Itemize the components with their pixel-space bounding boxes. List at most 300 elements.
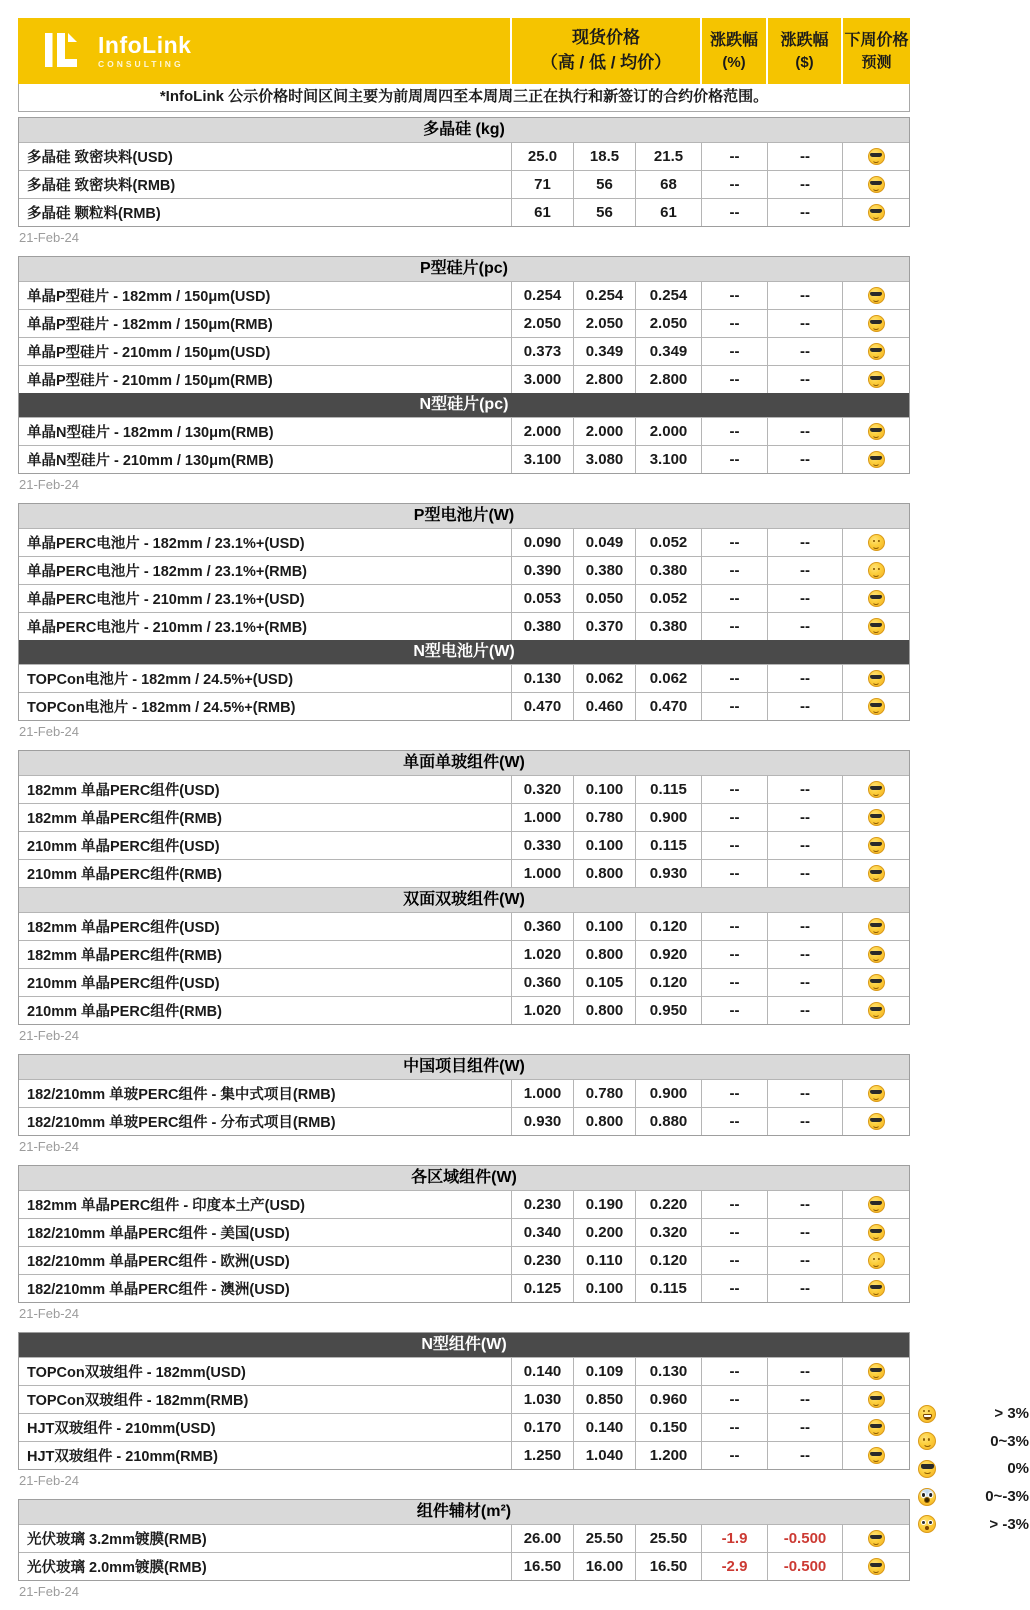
high-price-cell: 16.50	[511, 1553, 573, 1580]
low-price-cell: 0.100	[573, 913, 635, 940]
product-label: HJT双玻组件 - 210mm(USD)	[27, 1421, 216, 1437]
price-row	[19, 528, 909, 556]
sunglasses-face-icon	[868, 1224, 885, 1241]
sunglasses-face-icon	[868, 1419, 885, 1436]
product-label: 182/210mm 单玻PERC组件 - 集中式项目(RMB)	[27, 1087, 336, 1103]
change-percent-cell: --	[701, 776, 767, 803]
low-price-cell: 56	[573, 171, 635, 198]
product-label: 单晶PERC电池片 - 182mm / 23.1%+(RMB)	[27, 564, 307, 580]
smile-face-icon	[868, 1252, 885, 1269]
high-price-cell: 3.100	[511, 446, 573, 473]
sunglasses-face-icon	[868, 1113, 885, 1130]
sunglasses-face-icon	[868, 918, 885, 935]
avg-price-cell: 0.115	[635, 776, 701, 803]
high-price-cell: 0.140	[511, 1358, 573, 1385]
price-table	[18, 117, 910, 227]
change-usd-cell: --	[767, 1080, 842, 1107]
price-block	[18, 1165, 910, 1321]
avg-price-cell: 0.254	[635, 282, 701, 309]
change-usd-cell: --	[767, 338, 842, 365]
avg-price-cell: 1.200	[635, 1442, 701, 1469]
forecast-cell	[842, 913, 909, 940]
price-row	[19, 1357, 909, 1385]
low-price-cell: 0.370	[573, 613, 635, 640]
legend-label: 0~-3%	[985, 1488, 1029, 1506]
forecast-cell	[842, 338, 909, 365]
legend-label: > 3%	[994, 1405, 1029, 1423]
avg-price-cell: 0.120	[635, 969, 701, 996]
forecast-cell	[842, 557, 909, 584]
product-label: 182/210mm 单晶PERC组件 - 美国(USD)	[27, 1226, 290, 1242]
smile-face-icon	[868, 534, 885, 551]
avg-price-cell: 0.900	[635, 1080, 701, 1107]
avg-price-cell: 2.000	[635, 418, 701, 445]
price-row	[19, 309, 909, 337]
low-price-cell: 0.780	[573, 804, 635, 831]
price-row	[19, 1413, 909, 1441]
forecast-cell	[842, 171, 909, 198]
forecast-cell	[842, 969, 909, 996]
change-percent-unit: (%)	[722, 53, 746, 71]
low-price-cell: 0.110	[573, 1247, 635, 1274]
high-price-cell: 25.0	[511, 143, 573, 170]
change-percent-cell: --	[701, 1247, 767, 1274]
product-label: 210mm 单晶PERC组件(RMB)	[27, 867, 222, 883]
low-price-cell: 2.050	[573, 310, 635, 337]
report-header-block	[18, 18, 910, 112]
product-label: 182mm 单晶PERC组件(RMB)	[27, 811, 222, 827]
high-price-cell: 3.000	[511, 366, 573, 393]
forecast-cell	[842, 693, 909, 720]
section-header: 双面双玻组件(W)	[19, 887, 909, 912]
price-row	[19, 831, 909, 859]
change-percent-cell: --	[701, 171, 767, 198]
price-table	[18, 256, 910, 474]
scream-face-icon	[918, 1488, 936, 1506]
change-usd-cell: --	[767, 832, 842, 859]
product-label: 182mm 单晶PERC组件(RMB)	[27, 948, 222, 964]
high-price-cell: 0.360	[511, 913, 573, 940]
product-label: TOPCon电池片 - 182mm / 24.5%+(RMB)	[27, 700, 296, 716]
price-table	[18, 1332, 910, 1470]
price-row	[19, 1107, 909, 1135]
low-price-cell: 25.50	[573, 1525, 635, 1552]
low-price-cell: 0.050	[573, 585, 635, 612]
sunglasses-face-icon	[918, 1460, 936, 1478]
avg-price-cell: 0.960	[635, 1386, 701, 1413]
price-row	[19, 692, 909, 720]
product-label: 单晶PERC电池片 - 210mm / 23.1%+(RMB)	[27, 620, 307, 636]
high-price-cell: 1.000	[511, 1080, 573, 1107]
brand-subtitle: CONSULTING	[98, 59, 184, 70]
avg-price-cell: 0.380	[635, 557, 701, 584]
price-row	[19, 664, 909, 692]
column-header-change-usd	[766, 18, 841, 84]
section-header: 中国项目组件(W)	[19, 1055, 909, 1079]
price-row	[19, 142, 909, 170]
change-percent-cell: --	[701, 969, 767, 996]
avg-price-cell: 0.120	[635, 1247, 701, 1274]
price-row	[19, 1552, 909, 1580]
low-price-cell: 0.800	[573, 860, 635, 887]
product-label: 210mm 单晶PERC组件(USD)	[27, 976, 220, 992]
avg-price-cell: 0.880	[635, 1108, 701, 1135]
product-label: 单晶P型硅片 - 210mm / 150μm(USD)	[27, 345, 271, 361]
high-price-cell: 2.000	[511, 418, 573, 445]
price-row	[19, 198, 909, 226]
change-percent-cell: --	[701, 310, 767, 337]
change-usd-cell: --	[767, 1358, 842, 1385]
sunglasses-face-icon	[868, 809, 885, 826]
change-usd-cell: --	[767, 860, 842, 887]
forecast-cell	[842, 199, 909, 226]
legend-item	[912, 1428, 1030, 1456]
forecast-cell	[842, 446, 909, 473]
column-header-change-percent	[700, 18, 766, 84]
product-label: 多晶硅 颗粒料(RMB)	[27, 206, 161, 222]
change-usd-cell: --	[767, 1386, 842, 1413]
product-label: 210mm 单晶PERC组件(RMB)	[27, 1004, 222, 1020]
price-row	[19, 859, 909, 887]
low-price-cell: 1.040	[573, 1442, 635, 1469]
low-price-cell: 0.100	[573, 832, 635, 859]
change-usd-cell: --	[767, 776, 842, 803]
low-price-cell: 16.00	[573, 1553, 635, 1580]
high-price-cell: 0.230	[511, 1191, 573, 1218]
sunglasses-face-icon	[868, 670, 885, 687]
spot-price-subtitle: （高 / 低 / 均价）	[540, 53, 672, 72]
forecast-cell	[842, 1247, 909, 1274]
high-price-cell: 0.320	[511, 776, 573, 803]
section-header: 多晶硅 (kg)	[19, 118, 909, 142]
price-row	[19, 1274, 909, 1302]
sunglasses-face-icon	[868, 1363, 885, 1380]
date-stamp: 21-Feb-24	[19, 1139, 79, 1154]
change-usd-cell: --	[767, 693, 842, 720]
price-row	[19, 803, 909, 831]
avg-price-cell: 0.920	[635, 941, 701, 968]
avg-price-cell: 0.052	[635, 529, 701, 556]
change-usd-cell: --	[767, 585, 842, 612]
change-percent-title: 涨跌幅	[709, 31, 758, 49]
price-row	[19, 940, 909, 968]
high-price-cell: 1.000	[511, 860, 573, 887]
price-row	[19, 1246, 909, 1274]
price-block	[18, 256, 910, 492]
change-percent-cell: --	[701, 446, 767, 473]
sunglasses-face-icon	[868, 148, 885, 165]
change-usd-cell: --	[767, 557, 842, 584]
high-price-cell: 0.373	[511, 338, 573, 365]
product-label: 单晶PERC电池片 - 210mm / 23.1%+(USD)	[27, 592, 305, 608]
avg-price-cell: 0.220	[635, 1191, 701, 1218]
spot-price-title: 现货价格	[572, 28, 640, 48]
forecast-cell	[842, 613, 909, 640]
legend-label: 0~3%	[990, 1432, 1029, 1450]
forecast-cell	[842, 310, 909, 337]
price-row	[19, 281, 909, 309]
low-price-cell: 0.100	[573, 1275, 635, 1302]
section-header: N型硅片(pc)	[19, 393, 909, 417]
product-label: 光伏玻璃 2.0mm镀膜(RMB)	[27, 1560, 207, 1576]
avg-price-cell: 68	[635, 171, 701, 198]
product-label: 182/210mm 单玻PERC组件 - 分布式项目(RMB)	[27, 1115, 336, 1131]
change-percent-cell: --	[701, 366, 767, 393]
change-percent-cell: --	[701, 804, 767, 831]
product-label: 单晶P型硅片 - 210mm / 150μm(RMB)	[27, 373, 273, 389]
forecast-cell	[842, 832, 909, 859]
price-row	[19, 912, 909, 940]
price-report-sheet	[18, 18, 910, 1610]
section-header: P型电池片(W)	[19, 504, 909, 528]
high-price-cell: 0.340	[511, 1219, 573, 1246]
low-price-cell: 0.800	[573, 997, 635, 1024]
avg-price-cell: 0.052	[635, 585, 701, 612]
avg-price-cell: 0.130	[635, 1358, 701, 1385]
change-percent-cell: --	[701, 860, 767, 887]
forecast-cell	[842, 366, 909, 393]
product-label: TOPCon双玻组件 - 182mm(RMB)	[27, 1393, 249, 1409]
avg-price-cell: 2.050	[635, 310, 701, 337]
sunglasses-face-icon	[868, 1196, 885, 1213]
high-price-cell: 0.130	[511, 665, 573, 692]
price-row	[19, 1524, 909, 1552]
change-usd-cell: --	[767, 171, 842, 198]
forecast-cell	[842, 804, 909, 831]
sunglasses-face-icon	[868, 974, 885, 991]
avg-price-cell: 0.900	[635, 804, 701, 831]
change-usd-cell: --	[767, 1191, 842, 1218]
section-header: 各区域组件(W)	[19, 1166, 909, 1190]
low-price-cell: 0.200	[573, 1219, 635, 1246]
forecast-cell	[842, 776, 909, 803]
change-usd-cell: --	[767, 1219, 842, 1246]
low-price-cell: 0.254	[573, 282, 635, 309]
change-percent-cell: --	[701, 693, 767, 720]
price-row	[19, 365, 909, 393]
smile-face-icon	[868, 562, 885, 579]
date-stamp: 21-Feb-24	[19, 1306, 79, 1321]
product-label: 光伏玻璃 3.2mm镀膜(RMB)	[27, 1532, 207, 1548]
price-table	[18, 1054, 910, 1136]
date-stamp: 21-Feb-24	[19, 1473, 79, 1488]
high-price-cell: 0.125	[511, 1275, 573, 1302]
section-header: N型电池片(W)	[19, 640, 909, 664]
low-price-cell: 3.080	[573, 446, 635, 473]
infolink-logo-icon	[42, 29, 86, 73]
avg-price-cell: 16.50	[635, 1553, 701, 1580]
low-price-cell: 18.5	[573, 143, 635, 170]
low-price-cell: 0.105	[573, 969, 635, 996]
product-label: 182mm 单晶PERC组件(USD)	[27, 920, 220, 936]
change-percent-cell: --	[701, 1080, 767, 1107]
low-price-cell: 2.800	[573, 366, 635, 393]
legend-item	[912, 1510, 1030, 1538]
price-row	[19, 1441, 909, 1469]
high-price-cell: 1.020	[511, 941, 573, 968]
high-price-cell: 0.090	[511, 529, 573, 556]
product-label: 单晶PERC电池片 - 182mm / 23.1%+(USD)	[27, 536, 305, 552]
change-percent-cell: --	[701, 1191, 767, 1218]
change-percent-cell: -2.9	[701, 1553, 767, 1580]
forecast-cell	[842, 1414, 909, 1441]
change-percent-cell: --	[701, 913, 767, 940]
price-row	[19, 584, 909, 612]
forecast-title-line1: 下周价格	[844, 31, 909, 49]
infolink-logo	[18, 18, 510, 84]
avg-price-cell: 0.470	[635, 693, 701, 720]
change-percent-cell: --	[701, 665, 767, 692]
price-row	[19, 612, 909, 640]
change-percent-cell: --	[701, 941, 767, 968]
change-usd-cell: --	[767, 613, 842, 640]
product-label: 单晶P型硅片 - 182mm / 150μm(RMB)	[27, 317, 273, 333]
sunglasses-face-icon	[868, 865, 885, 882]
change-percent-cell: --	[701, 997, 767, 1024]
high-price-cell: 0.170	[511, 1414, 573, 1441]
change-usd-cell: --	[767, 665, 842, 692]
price-block	[18, 1054, 910, 1154]
report-banner	[18, 18, 910, 84]
change-usd-cell: --	[767, 446, 842, 473]
high-price-cell: 61	[511, 199, 573, 226]
sunglasses-face-icon	[868, 371, 885, 388]
avg-price-cell: 3.100	[635, 446, 701, 473]
price-block	[18, 750, 910, 1043]
price-table	[18, 750, 910, 1025]
change-usd-cell: --	[767, 529, 842, 556]
sunglasses-face-icon	[868, 946, 885, 963]
avg-price-cell: 0.062	[635, 665, 701, 692]
low-price-cell: 0.062	[573, 665, 635, 692]
change-usd-unit: ($)	[795, 53, 814, 71]
brand-name: InfoLink	[98, 31, 192, 58]
price-row	[19, 1385, 909, 1413]
change-usd-cell: --	[767, 282, 842, 309]
forecast-cell	[842, 860, 909, 887]
product-label: 182/210mm 单晶PERC组件 - 欧洲(USD)	[27, 1254, 290, 1270]
change-usd-cell: -0.500	[767, 1525, 842, 1552]
sunglasses-face-icon	[868, 1391, 885, 1408]
forecast-cell	[842, 585, 909, 612]
sunglasses-face-icon	[868, 781, 885, 798]
avg-price-cell: 0.320	[635, 1219, 701, 1246]
sunglasses-face-icon	[868, 1447, 885, 1464]
legend-item	[912, 1455, 1030, 1483]
change-percent-cell: --	[701, 282, 767, 309]
product-label: 182mm 单晶PERC组件 - 印度本土产(USD)	[27, 1198, 305, 1214]
sunglasses-face-icon	[868, 343, 885, 360]
sunglasses-face-icon	[868, 618, 885, 635]
section-header: 单面单玻组件(W)	[19, 751, 909, 775]
change-usd-cell: --	[767, 199, 842, 226]
legend-label: > -3%	[989, 1515, 1029, 1533]
date-stamp: 21-Feb-24	[19, 724, 79, 739]
change-percent-cell: --	[701, 1108, 767, 1135]
avg-price-cell: 25.50	[635, 1525, 701, 1552]
sunglasses-face-icon	[868, 315, 885, 332]
avg-price-cell: 0.380	[635, 613, 701, 640]
high-price-cell: 0.930	[511, 1108, 573, 1135]
high-price-cell: 0.360	[511, 969, 573, 996]
price-row	[19, 556, 909, 584]
forecast-cell	[842, 282, 909, 309]
price-block	[18, 503, 910, 739]
section-header: P型硅片(pc)	[19, 257, 909, 281]
high-price-cell: 1.020	[511, 997, 573, 1024]
price-row	[19, 775, 909, 803]
price-row	[19, 996, 909, 1024]
product-label: TOPCon电池片 - 182mm / 24.5%+(USD)	[27, 672, 294, 688]
date-stamp: 21-Feb-24	[19, 230, 79, 245]
price-row	[19, 968, 909, 996]
high-price-cell: 0.053	[511, 585, 573, 612]
avg-price-cell: 0.120	[635, 913, 701, 940]
change-percent-cell: --	[701, 143, 767, 170]
low-price-cell: 0.190	[573, 1191, 635, 1218]
change-percent-cell: --	[701, 199, 767, 226]
avg-price-cell: 21.5	[635, 143, 701, 170]
high-price-cell: 0.390	[511, 557, 573, 584]
change-usd-cell: --	[767, 418, 842, 445]
avg-price-cell: 0.115	[635, 832, 701, 859]
change-percent-cell: --	[701, 1275, 767, 1302]
low-price-cell: 0.140	[573, 1414, 635, 1441]
forecast-legend	[912, 1400, 1030, 1538]
forecast-cell	[842, 1191, 909, 1218]
change-usd-cell: --	[767, 143, 842, 170]
high-price-cell: 26.00	[511, 1525, 573, 1552]
forecast-cell	[842, 997, 909, 1024]
date-stamp: 21-Feb-24	[19, 1028, 79, 1043]
forecast-cell	[842, 1386, 909, 1413]
section-header: 组件辅材(m²)	[19, 1500, 909, 1524]
high-price-cell: 0.470	[511, 693, 573, 720]
avg-price-cell: 0.115	[635, 1275, 701, 1302]
forecast-cell	[842, 418, 909, 445]
forecast-cell	[842, 1442, 909, 1469]
avg-price-cell: 0.349	[635, 338, 701, 365]
low-price-cell: 0.349	[573, 338, 635, 365]
date-stamp: 21-Feb-24	[19, 1584, 79, 1599]
product-label: 210mm 单晶PERC组件(USD)	[27, 839, 220, 855]
avg-price-cell: 0.950	[635, 997, 701, 1024]
high-price-cell: 71	[511, 171, 573, 198]
low-price-cell: 0.800	[573, 941, 635, 968]
logo-text	[98, 33, 191, 69]
price-block	[18, 1499, 910, 1599]
change-percent-cell: --	[701, 1358, 767, 1385]
smile-face-icon	[918, 1432, 936, 1450]
flushed-face-icon	[918, 1515, 936, 1533]
change-usd-cell: --	[767, 1442, 842, 1469]
product-label: HJT双玻组件 - 210mm(RMB)	[27, 1449, 218, 1465]
avg-price-cell: 0.930	[635, 860, 701, 887]
high-price-cell: 0.330	[511, 832, 573, 859]
low-price-cell: 0.100	[573, 776, 635, 803]
forecast-cell	[842, 1275, 909, 1302]
column-header-next-week-forecast	[841, 18, 910, 84]
forecast-cell	[842, 529, 909, 556]
price-row	[19, 170, 909, 198]
product-label: 多晶硅 致密块料(USD)	[27, 150, 173, 166]
price-block	[18, 117, 910, 245]
price-table	[18, 1165, 910, 1303]
price-table-blocks	[18, 117, 910, 1599]
low-price-cell: 0.049	[573, 529, 635, 556]
high-price-cell: 0.230	[511, 1247, 573, 1274]
change-percent-cell: --	[701, 1386, 767, 1413]
